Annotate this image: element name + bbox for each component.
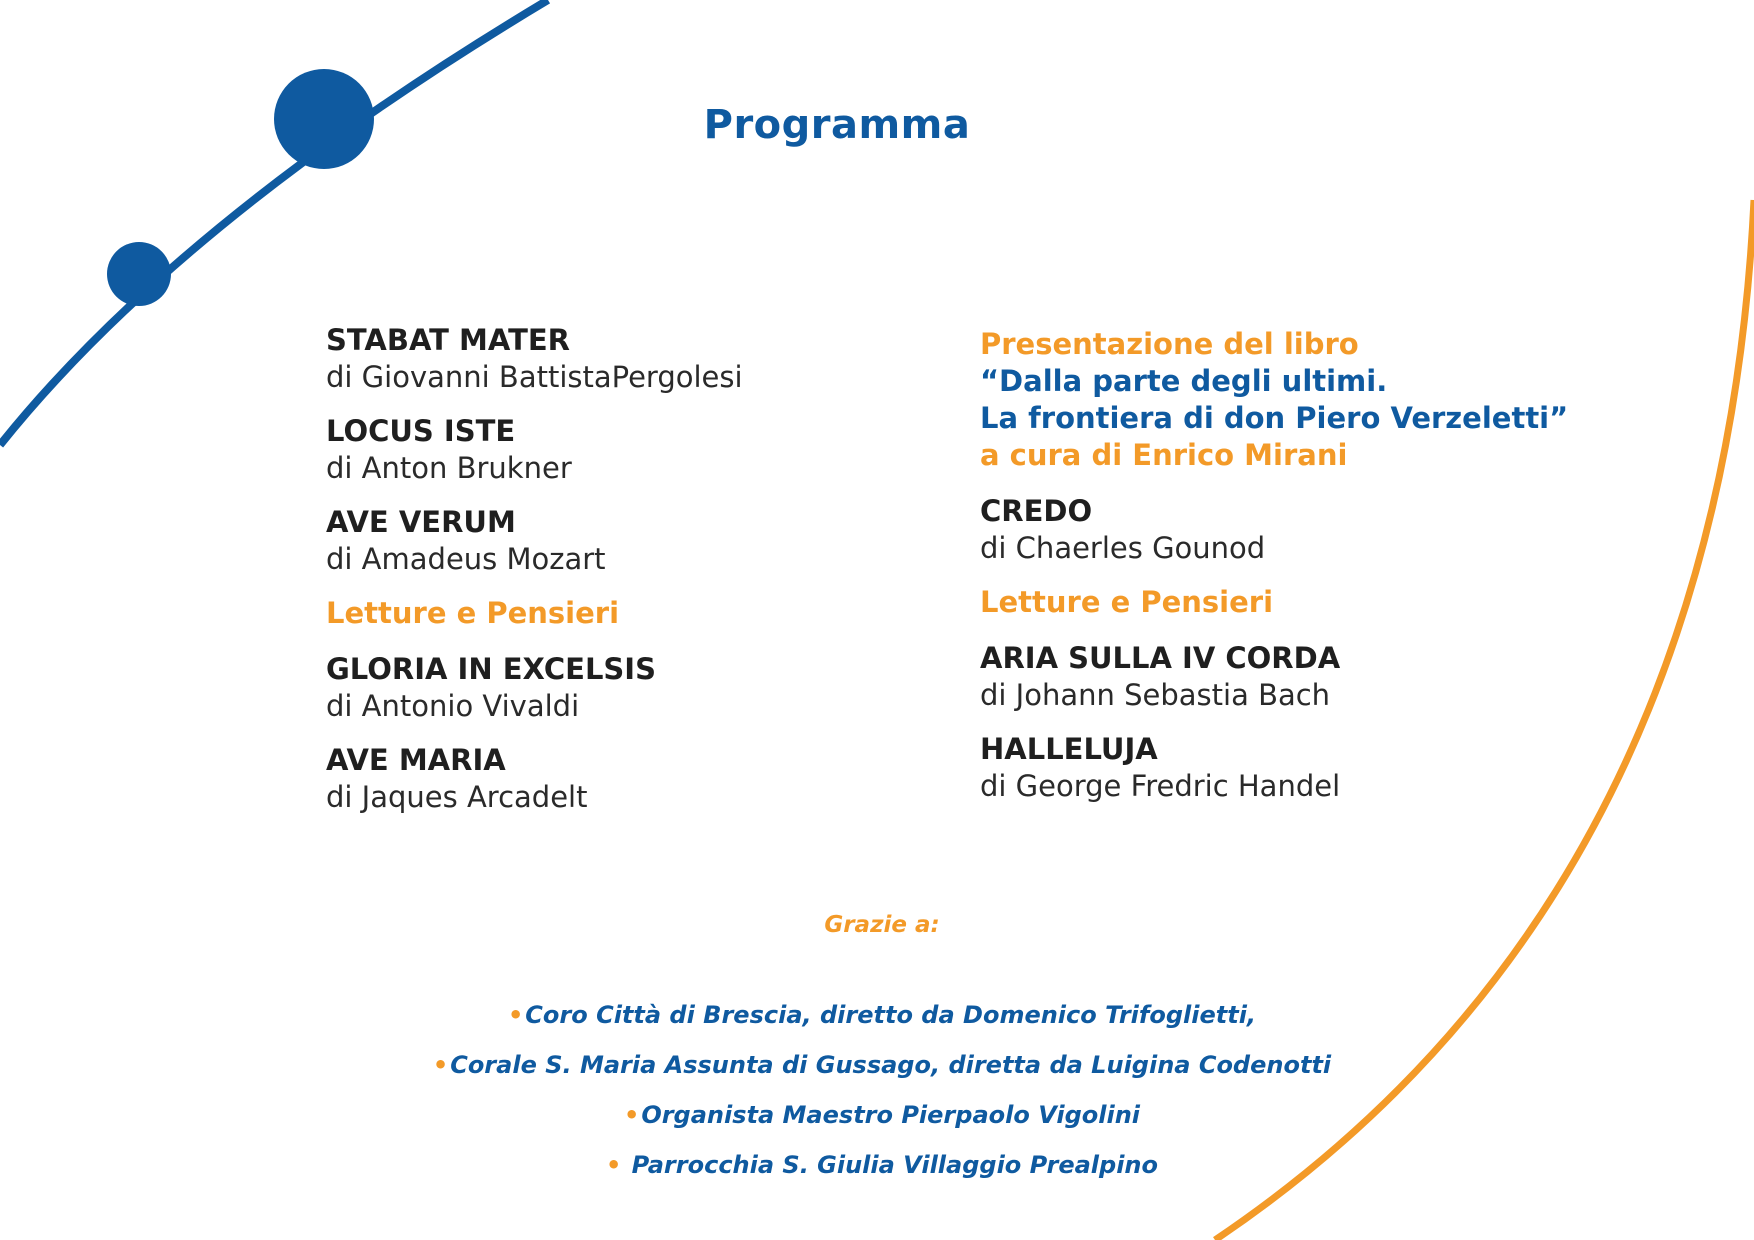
program-piece: [326, 651, 886, 725]
thanks-item-text: Parrocchia S. Giulia Villaggio Prealpino: [623, 1151, 1159, 1179]
bullet-icon: •: [623, 1101, 640, 1129]
piece-composer: di Giovanni BattistaPergolesi: [326, 360, 743, 394]
right-pieces: [980, 493, 1620, 805]
program-piece: [326, 504, 886, 578]
book-editor: a cura di Enrico Mirani: [980, 438, 1348, 472]
piece-composer: di Antonio Vivaldi: [326, 689, 580, 723]
thanks-item: [0, 1148, 1754, 1198]
bullet-icon: •: [507, 1001, 524, 1029]
piece-title: AVE VERUM: [326, 505, 516, 539]
bullet-icon: •: [605, 1151, 622, 1179]
thanks-item: [0, 1048, 1754, 1098]
book-presentation: [980, 326, 1620, 474]
thanks-item: [0, 1098, 1754, 1148]
program-left-column: [326, 322, 886, 833]
piece-title: LOCUS ISTE: [326, 414, 516, 448]
piece-title: HALLELUJA: [980, 732, 1158, 766]
thanks-item-text: Coro Città di Brescia, diretto da Domenico Trifoglietti,: [525, 1001, 1257, 1029]
piece-composer: di Jaques Arcadelt: [326, 780, 588, 814]
thanks-item-text: Organista Maestro Pierpaolo Vigolini: [641, 1101, 1141, 1129]
program-piece: [326, 413, 886, 487]
book-intro: Presentazione del libro: [980, 327, 1359, 361]
bullet-icon: •: [432, 1051, 449, 1079]
piece-composer: di Chaerles Gounod: [980, 531, 1266, 565]
program-piece: [980, 640, 1620, 714]
section-heading: Letture e Pensieri: [326, 596, 620, 630]
piece-composer: di George Fredric Handel: [980, 769, 1341, 803]
piece-title: AVE MARIA: [326, 743, 506, 777]
section-heading: Letture e Pensieri: [980, 585, 1274, 619]
book-title-line-1: “Dalla parte degli ultimi.: [980, 364, 1388, 398]
page-title: Programma: [703, 102, 971, 148]
piece-composer: di Amadeus Mozart: [326, 542, 606, 576]
piece-title: CREDO: [980, 494, 1093, 528]
thanks-item: [0, 998, 1754, 1048]
piece-composer: di Johann Sebastia Bach: [980, 678, 1331, 712]
piece-title: STABAT MATER: [326, 323, 571, 357]
program-piece: [326, 742, 886, 816]
piece-title: ARIA SULLA IV CORDA: [980, 641, 1341, 675]
thanks-item-text: Corale S. Maria Assunta di Gussago, diretta da Luigina Codenotti: [450, 1051, 1332, 1079]
small-blue-dot: [107, 242, 171, 306]
program-piece: [980, 731, 1620, 805]
thanks-list: [0, 998, 1754, 1198]
piece-composer: di Anton Brukner: [326, 451, 572, 485]
book-title-line-2: La frontiera di don Piero Verzeletti”: [980, 401, 1569, 435]
program-piece: [326, 322, 886, 396]
program-piece: [980, 493, 1620, 567]
piece-title: GLORIA IN EXCELSIS: [326, 652, 656, 686]
program-right-column: [980, 326, 1620, 822]
thanks-title: Grazie a:: [824, 912, 940, 938]
